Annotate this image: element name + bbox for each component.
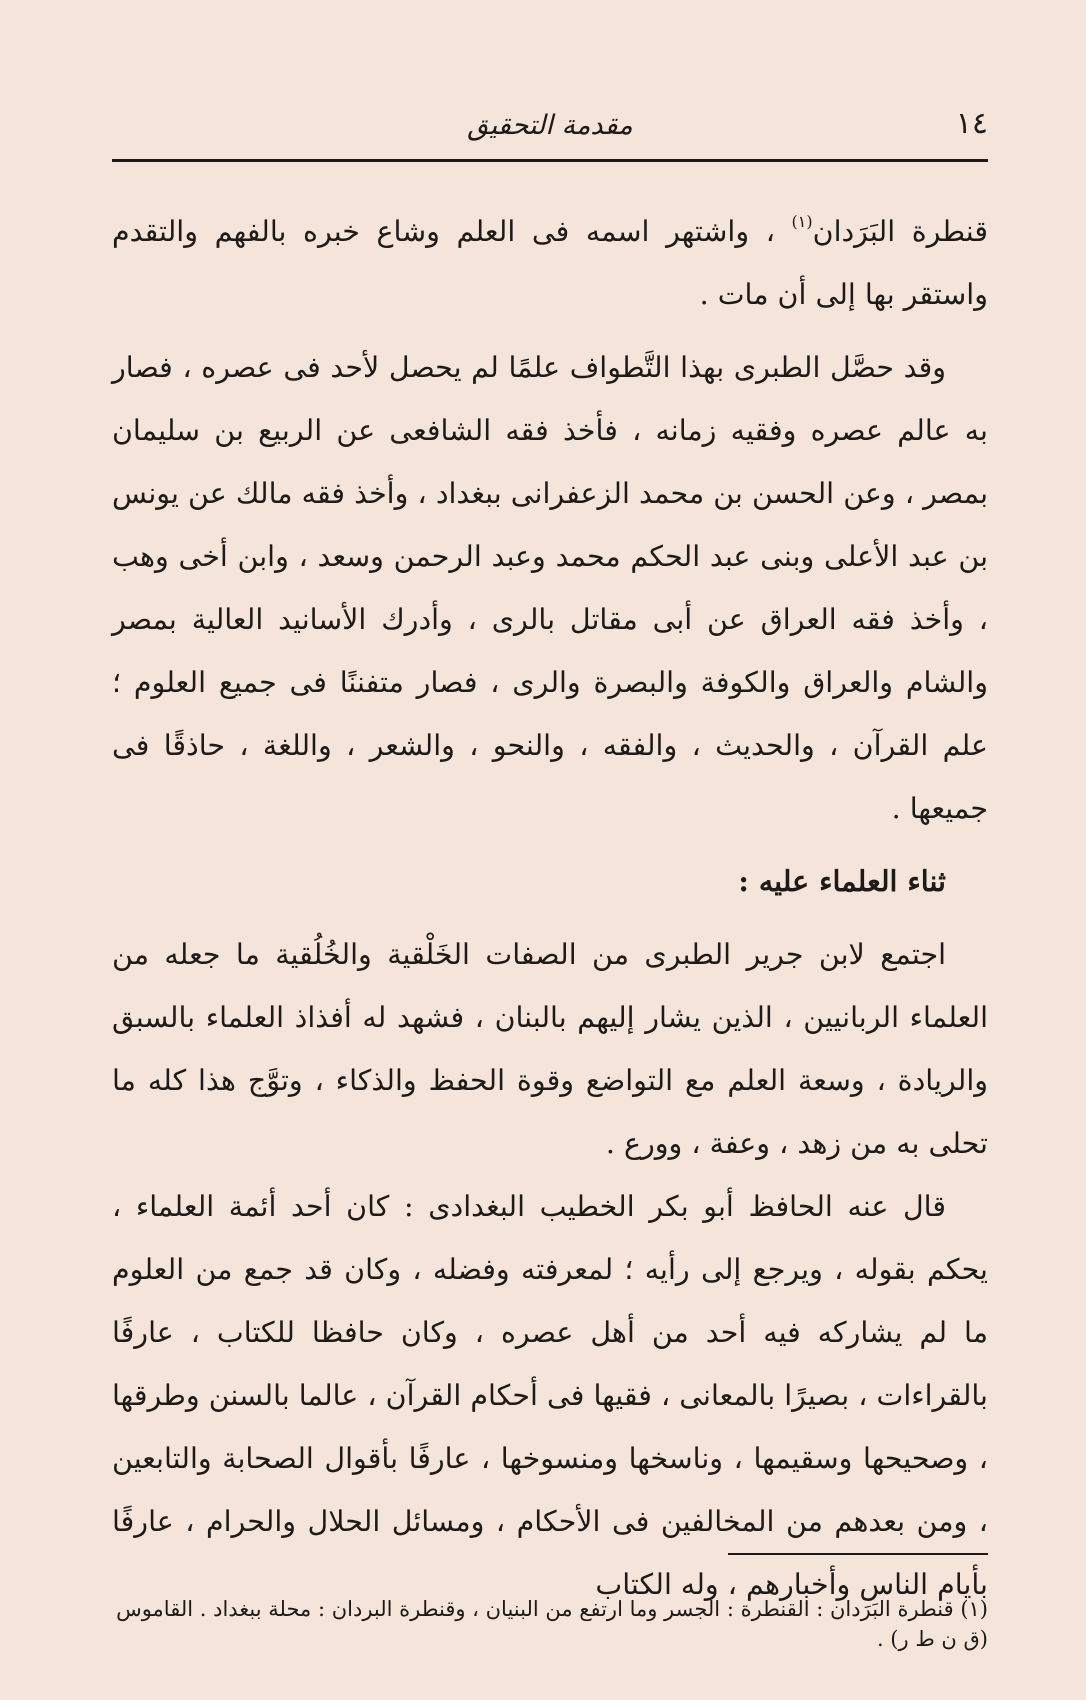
- section-heading: ثناء العلماء عليه :: [738, 864, 946, 898]
- running-title: مقدمة التحقيق: [467, 110, 633, 141]
- page-number: ١٤: [955, 106, 988, 141]
- footnote: (١) قنطرة البَرَدان : القنطرة : الجسر وما ارتفع من البنيان ، وقنطرة البردان : محلة ببغداد . القاموس (ق ن ط ر) .: [116, 1597, 988, 1651]
- main-text: [112, 200, 988, 1616]
- footnote-rule: [728, 1553, 988, 1555]
- paragraph-praise: اجتمع لابن جرير الطبرى من الصفات الخَلْقية والخُلُقية ما جعله من العلماء الربانيين ، الذين يشار إليهم بالبنان ، فشهد له أفذاذ العلماء بالسبق والريادة ، وسعة العلم مع التواضع وقوة الحفظ والذكاء ، وتوَّج هذا كله ما تحلى به من زهد ، وعفة ، وورع .: [112, 938, 988, 1160]
- paragraph-education: وقد حصَّل الطبرى بهذا التَّطواف علمًا لم يحصل لأحد فى عصره ، فصار به عالم عصره وفقيه زمانه ، فأخذ فقه الشافعى عن الربيع بن سليمان بمصر ، وعن الحسن بن محمد الزعفرانى ببغداد ، وأخذ فقه مالك عن يونس بن عبد الأعلى وبنى عبد الحكم محمد وعبد الرحمن وسعد ، وابن أخى وهب ، وأخذ فقه العراق عن أبى مقاتل بالرى ، وأدرك الأسانيد العالية بمصر والشام والعراق والكوفة والبصرة والرى ، فصار متفننًا فى جميع العلوم ؛ علم القرآن ، والحديث ، والفقه ، والنحو ، والشعر ، واللغة ، حاذقًا فى جميعها .: [112, 351, 988, 825]
- paragraph-continuation: [112, 200, 988, 326]
- paragraph-quote: قال عنه الحافظ أبو بكر الخطيب البغدادى : كان أحد أئمة العلماء ، يحكم بقوله ، ويرجع إلى رأيه ؛ لمعرفته وفضله ، وكان قد جمع من العلوم ما لم يشاركه فيه أحد من أهل عصره ، وكان حافظا للكتاب ، عارفًا بالقراءات ، بصيرًا بالمعانى ، فقيها فى أحكام القرآن ، عالما بالسنن وطرقها ، وصحيحها وسقيمها ، وناسخها ومنسوخها ، عارفًا بأقوال الصحابة والتابعين ، ومن بعدهم من المخالفين فى الأحكام ، ومسائل الحلال والحرام ، عارفًا بأيام الناس وأخبارهم ، وله الكتاب: [112, 1190, 988, 1601]
- paragraph-text: ، واشتهر اسمه فى العلم وشاع خبره بالفهم والتقدم واستقر بها إلى أن مات .: [112, 215, 988, 311]
- footnote-marker: (١): [791, 212, 813, 231]
- page-header: [112, 100, 988, 160]
- paragraph-text: قنطرة البَرَدان: [812, 215, 988, 248]
- header-rule: [112, 159, 988, 162]
